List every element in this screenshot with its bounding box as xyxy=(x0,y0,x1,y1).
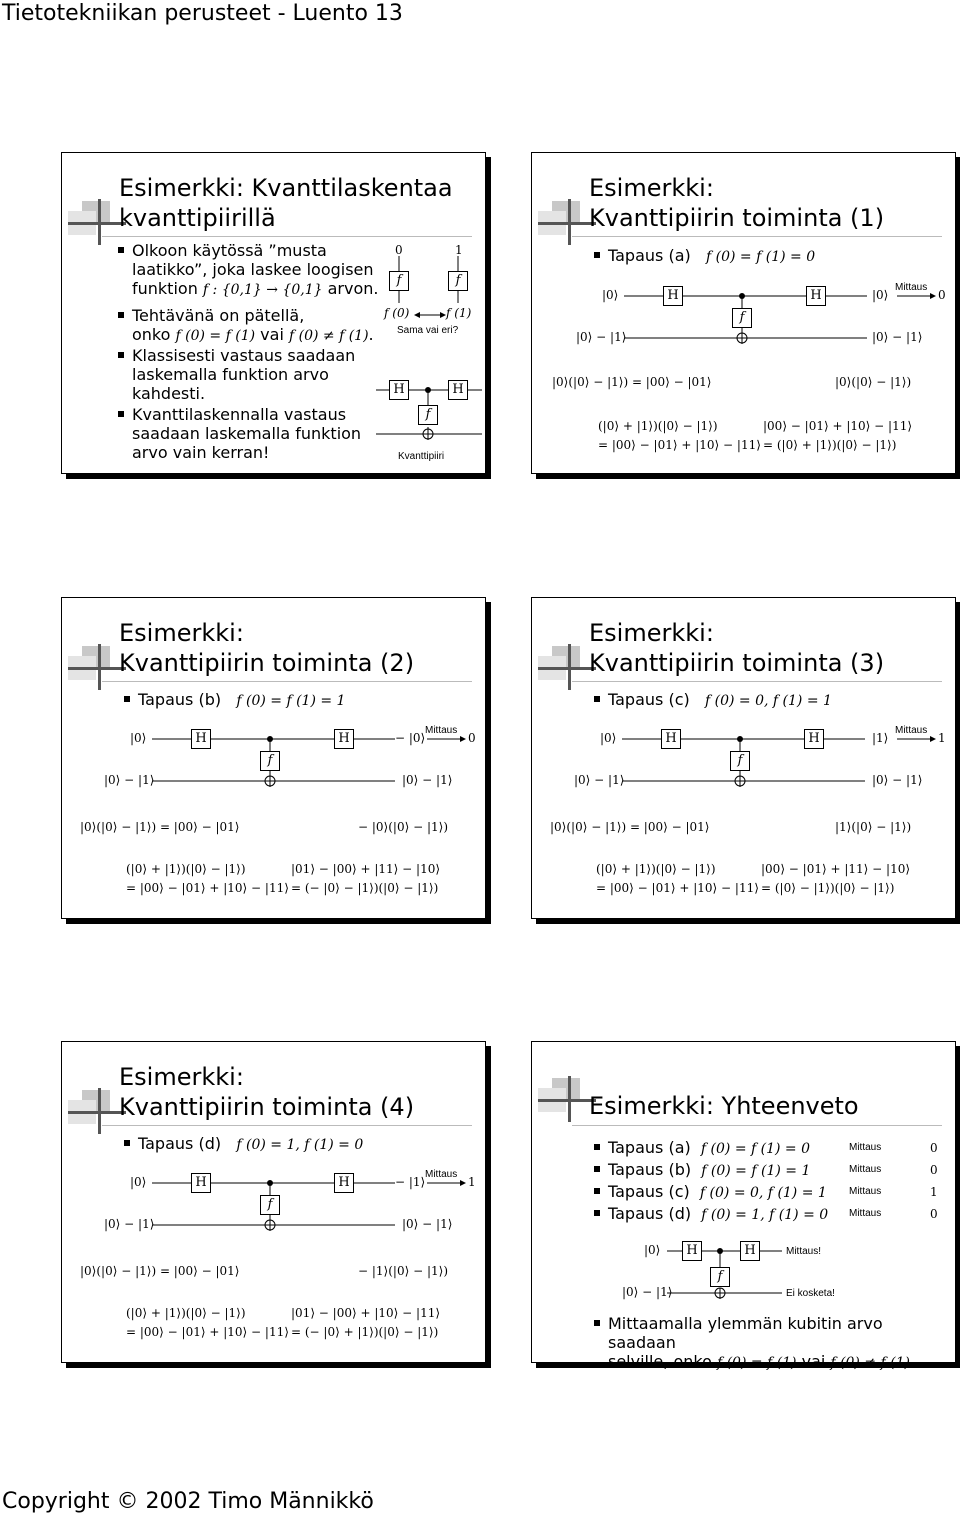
page-header: Tietotekniikan perusteet - Luento 13 xyxy=(2,1,403,26)
measurement-result: 1 xyxy=(468,1175,476,1189)
slide-title: Esimerkki: Kvanttilaskentaa kvanttipiirillä xyxy=(119,174,453,232)
equation-3b: = |00⟩ − |01⟩ + |10⟩ − |11⟩ xyxy=(126,881,289,895)
slide-3 xyxy=(61,597,486,919)
function-gate: f xyxy=(260,1195,280,1215)
equation-4a: |00⟩ − |01⟩ + |11⟩ − |10⟩ xyxy=(761,862,911,876)
measurement-result: 0 xyxy=(938,288,946,302)
equation-3b: = |00⟩ − |01⟩ + |10⟩ − |11⟩ xyxy=(598,438,761,452)
slide-1 xyxy=(61,152,486,474)
qubit-top-in: |0⟩ xyxy=(130,1175,147,1189)
case-line: Tapaus (b) f (0) = f (1) = 1 xyxy=(138,690,346,709)
qubit-bottom-out: |0⟩ − |1⟩ xyxy=(402,773,453,787)
hadamard-gate-1: H xyxy=(191,729,211,749)
conclusion-bullet: Mittaamalla ylemmän kubitin arvo saadaan selville, onko f (0) = f (1) vai f (0) ≠ f (1). xyxy=(608,1314,955,1373)
function-gate: f xyxy=(730,751,750,771)
summary-row-c: Tapaus (c) f (0) = 0, f (1) = 1 xyxy=(608,1182,827,1201)
measurement-label: Mittaus xyxy=(425,725,458,736)
equation-4a: |00⟩ − |01⟩ + |10⟩ − |11⟩ xyxy=(763,419,913,433)
function-box-1: f xyxy=(448,271,468,291)
hadamard-gate-1: H xyxy=(389,380,409,400)
hadamard-gate-1: H xyxy=(682,1241,702,1261)
qubit-top-out: |0⟩ xyxy=(872,288,889,302)
slide-5 xyxy=(61,1041,486,1363)
measure-label: Mittaus! xyxy=(786,1246,822,1257)
summary-row-a: Tapaus (a) f (0) = f (1) = 0 xyxy=(608,1138,811,1157)
equation-1: |0⟩(|0⟩ − |1⟩) = |00⟩ − |01⟩ xyxy=(80,820,240,834)
circuit-label: Kvanttipiiri xyxy=(398,451,445,462)
case-line: Tapaus (d) f (0) = 1, f (1) = 0 xyxy=(138,1134,364,1153)
equation-4a: |01⟩ − |00⟩ + |11⟩ − |10⟩ xyxy=(291,862,441,876)
case-line: Tapaus (c) f (0) = 0, f (1) = 1 xyxy=(608,690,832,709)
untouched-label: Ei kosketa! xyxy=(786,1288,835,1299)
qubit-bottom-in: |0⟩ − |1⟩ xyxy=(104,1217,155,1231)
blackbox-diagram xyxy=(62,153,487,475)
function-gate: f xyxy=(710,1267,730,1287)
summary-row-d: Tapaus (d) f (0) = 1, f (1) = 0 xyxy=(608,1204,829,1223)
qubit-top-out: |1⟩ xyxy=(872,731,889,745)
equation-1: |0⟩(|0⟩ − |1⟩) = |00⟩ − |01⟩ xyxy=(552,375,712,389)
qubit-top-in: |0⟩ xyxy=(600,731,617,745)
qubit-top-out: − |0⟩ xyxy=(395,731,426,745)
summary-row-b: Tapaus (b) f (0) = f (1) = 1 xyxy=(608,1160,811,1179)
function-gate: f xyxy=(418,405,438,425)
hadamard-gate-1: H xyxy=(661,729,681,749)
input-1: 1 xyxy=(455,243,463,257)
summary-result-c: 1 xyxy=(930,1185,938,1199)
equation-3b: = |00⟩ − |01⟩ + |10⟩ − |11⟩ xyxy=(126,1325,289,1339)
hadamard-gate-2: H xyxy=(448,380,468,400)
case-line: Tapaus (a) f (0) = f (1) = 0 xyxy=(608,246,816,265)
summary-result-d: 0 xyxy=(930,1207,938,1221)
equation-1: |0⟩(|0⟩ − |1⟩) = |00⟩ − |01⟩ xyxy=(80,1264,240,1278)
slide-title: Esimerkki: Kvanttipiirin toiminta (3) xyxy=(589,619,885,677)
equation-2: |0⟩(|0⟩ − |1⟩) xyxy=(835,375,912,389)
equation-4b: = (− |0⟩ − |1⟩)(|0⟩ − |1⟩) xyxy=(291,881,439,895)
bullet-3: Klassisesti vastaus saadaan laskemalla funktion arvo kahdesti. xyxy=(132,346,356,403)
equation-3a: (|0⟩ + |1⟩)(|0⟩ − |1⟩) xyxy=(126,1306,246,1320)
equation-3a: (|0⟩ + |1⟩)(|0⟩ − |1⟩) xyxy=(598,419,718,433)
qubit-bottom-in: |0⟩ − |1⟩ xyxy=(104,773,155,787)
function-gate: f xyxy=(260,751,280,771)
output-f1: f (1) xyxy=(446,306,472,320)
equation-1: |0⟩(|0⟩ − |1⟩) = |00⟩ − |01⟩ xyxy=(550,820,710,834)
summary-meas-d: Mittaus xyxy=(849,1208,882,1219)
output-f0: f (0) xyxy=(384,306,410,320)
hadamard-gate-1: H xyxy=(663,286,683,306)
measurement-result: 1 xyxy=(938,731,946,745)
equation-4b: = (|0⟩ + |1⟩)(|0⟩ − |1⟩) xyxy=(763,438,897,452)
measurement-label: Mittaus xyxy=(895,282,928,293)
equation-3a: (|0⟩ + |1⟩)(|0⟩ − |1⟩) xyxy=(596,862,716,876)
hadamard-gate-2: H xyxy=(804,729,824,749)
qubit-bottom-out: |0⟩ − |1⟩ xyxy=(872,773,923,787)
equation-2: |1⟩(|0⟩ − |1⟩) xyxy=(835,820,912,834)
measurement-label: Mittaus xyxy=(895,725,928,736)
slide-2 xyxy=(531,152,956,474)
hadamard-gate-2: H xyxy=(806,286,826,306)
slide-4 xyxy=(531,597,956,919)
qubit-bottom-in: |0⟩ − |1⟩ xyxy=(576,330,627,344)
qubit-top-out: − |1⟩ xyxy=(395,1175,426,1189)
bullet-1: Olkoon käytössä ”musta laatikko”, joka laskee loogisen funktion f : {0,1} → {0,1} arvon. xyxy=(132,241,379,298)
measurement-result: 0 xyxy=(468,731,476,745)
equation-3a: (|0⟩ + |1⟩)(|0⟩ − |1⟩) xyxy=(126,862,246,876)
qubit-top-in: |0⟩ xyxy=(130,731,147,745)
qubit-bottom-out: |0⟩ − |1⟩ xyxy=(402,1217,453,1231)
summary-result-b: 0 xyxy=(930,1163,938,1177)
input-0: 0 xyxy=(395,243,403,257)
equation-4a: |01⟩ − |00⟩ + |10⟩ − |11⟩ xyxy=(291,1306,441,1320)
summary-meas-a: Mittaus xyxy=(849,1142,882,1153)
measurement-label: Mittaus xyxy=(425,1169,458,1180)
qubit-bottom-in: |0⟩ − |1⟩ xyxy=(574,773,625,787)
slide-title: Esimerkki: Yhteenveto xyxy=(589,1092,859,1120)
qubit-bottom-out: |0⟩ − |1⟩ xyxy=(872,330,923,344)
equation-2: − |0⟩(|0⟩ − |1⟩) xyxy=(358,820,448,834)
slide-title: Esimerkki: Kvanttipiirin toiminta (2) xyxy=(119,619,415,677)
hadamard-gate-1: H xyxy=(191,1173,211,1193)
summary-meas-b: Mittaus xyxy=(849,1164,882,1175)
function-gate: f xyxy=(732,308,752,328)
qubit-top-in: |0⟩ xyxy=(602,288,619,302)
bullet-2: Tehtävänä on pätellä, onko f (0) = f (1) vai f (0) ≠ f (1). xyxy=(132,306,374,344)
slide-6 xyxy=(531,1041,956,1371)
qubit-top-in: |0⟩ xyxy=(644,1243,661,1257)
hadamard-gate-2: H xyxy=(334,729,354,749)
function-box-0: f xyxy=(389,271,409,291)
equation-4b: = (− |0⟩ + |1⟩)(|0⟩ − |1⟩) xyxy=(291,1325,439,1339)
slide-title: Esimerkki: Kvanttipiirin toiminta (4) xyxy=(119,1063,415,1121)
equation-2: − |1⟩(|0⟩ − |1⟩) xyxy=(358,1264,448,1278)
equation-4b: = (|0⟩ − |1⟩)(|0⟩ − |1⟩) xyxy=(761,881,895,895)
hadamard-gate-2: H xyxy=(740,1241,760,1261)
summary-meas-c: Mittaus xyxy=(849,1186,882,1197)
qubit-bottom-in: |0⟩ − |1⟩ xyxy=(622,1285,673,1299)
slide-title: Esimerkki: Kvanttipiirin toiminta (1) xyxy=(589,174,885,232)
hadamard-gate-2: H xyxy=(334,1173,354,1193)
page-footer: Copyright © 2002 Timo Männikkö xyxy=(2,1489,374,1514)
bullet-4: Kvanttilaskennalla vastaus saadaan laskemalla funktion arvo vain kerran! xyxy=(132,405,362,462)
same-or-different-label: Sama vai eri? xyxy=(397,325,459,336)
equation-3b: = |00⟩ − |01⟩ + |10⟩ − |11⟩ xyxy=(596,881,759,895)
summary-result-a: 0 xyxy=(930,1141,938,1155)
